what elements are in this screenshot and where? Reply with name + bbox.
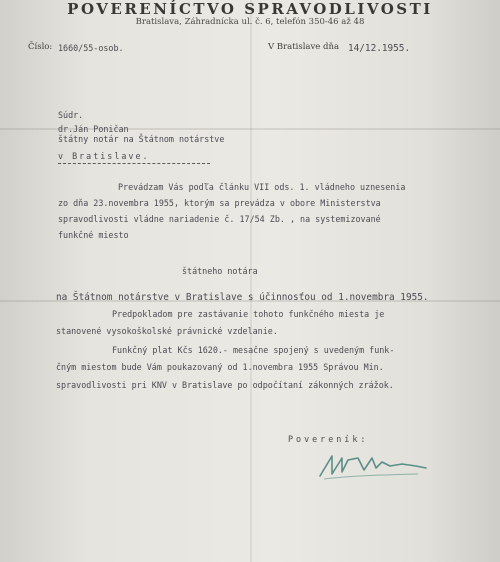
body-line: na Štátnom notárstve v Bratislave s účinnosťou od 1.novembra 1955. — [56, 292, 429, 303]
place-label: V Bratislave dňa — [268, 42, 340, 52]
position-title: štátneho notára — [182, 266, 258, 276]
salutation: Súdr. — [58, 110, 84, 120]
body-line: čným miestom bude Vám poukazovaný od 1.novembra 1955 Správou Min. — [56, 362, 384, 372]
letter-date: 14/12.1955. — [348, 43, 411, 54]
body-line: Predpokladom pre zastávanie tohoto funkčného miesta je — [112, 309, 385, 319]
body-line: stanovené vysokoškolské právnické vzdelanie. — [56, 326, 278, 336]
signature-image — [318, 446, 428, 486]
recipient-name: dr.Ján Poničan — [58, 124, 129, 134]
paper-fold — [250, 0, 252, 562]
recipient-city: v Bratislave. — [58, 151, 150, 161]
body-line: Prevádzam Vás podľa článku VII ods. 1. vládneho uznesenia — [118, 182, 406, 192]
body-line: Funkčný plat Kčs 1620.- mesačne spojený s uvedeným funk- — [112, 345, 395, 355]
city-underline — [58, 163, 210, 164]
letterhead-title: POVERENÍCTVO SPRAVODLIVOSTI — [67, 0, 433, 18]
letterhead-address: Bratislava, Záhradnícka ul. č. 6, telefón 350-46 až 48 — [135, 17, 365, 27]
number-label: Číslo: — [28, 42, 53, 52]
closing-label: Povereník: — [288, 434, 369, 444]
body-line: spravodlivosti vládne nariadenie č. 17/54 Zb. , na systemizované — [58, 214, 381, 224]
reference-number: 1660/55-osob. — [58, 43, 124, 53]
body-line: zo dňa 23.novembra 1955, ktorým sa prevádza v obore Ministerstva — [58, 198, 381, 208]
recipient-role: štátny notár na Štátnom notárstve — [58, 134, 225, 144]
body-line: spravodlivosti pri KNV v Bratislave po odpočítaní zákonných zrážok. — [56, 380, 394, 390]
body-line: funkčné miesto — [58, 230, 129, 240]
